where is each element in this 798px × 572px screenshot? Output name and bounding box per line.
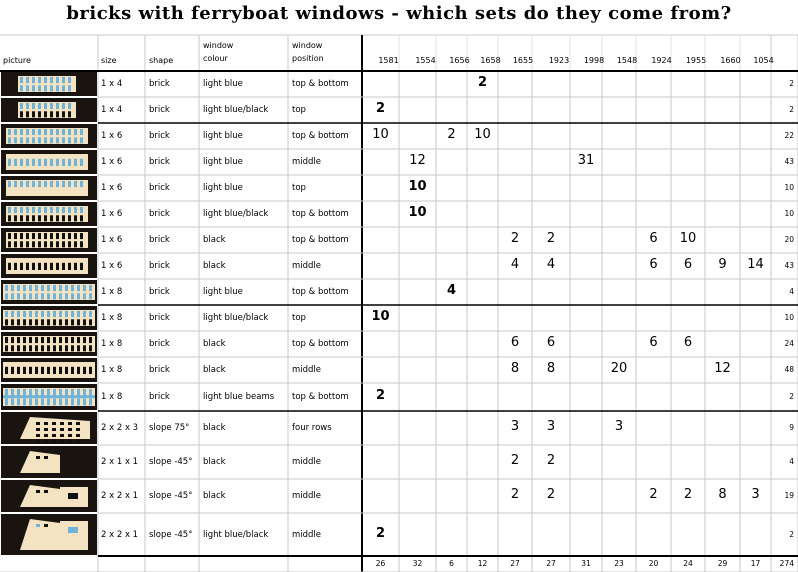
- row-size: 1 x 6: [101, 209, 123, 219]
- row-size: 1 x 6: [101, 235, 123, 245]
- count-1656: 2: [447, 127, 456, 142]
- column-total-1581: 26: [375, 559, 386, 568]
- count-1923: 2: [546, 487, 556, 502]
- row-total: 48: [784, 365, 794, 374]
- row-position: top & bottom: [292, 339, 349, 349]
- count-1924: 6: [649, 257, 658, 272]
- column-total-1658: 12: [477, 559, 488, 568]
- brick-picture: [1, 514, 97, 555]
- count-1658: 2: [477, 75, 488, 90]
- row-size: 1 x 6: [101, 261, 123, 271]
- row-shape: slope -45°: [149, 529, 193, 540]
- set-header-1581: 1581: [378, 56, 399, 65]
- row-size: 2 x 2 x 1: [101, 491, 139, 501]
- brick-picture: [1, 228, 97, 252]
- row-shape: brick: [149, 105, 170, 115]
- row-position: top & bottom: [292, 392, 349, 402]
- count-1924: 2: [649, 487, 658, 502]
- count-1955: 2: [683, 487, 693, 502]
- header-shape: shape: [149, 56, 174, 65]
- column-total-1955: 24: [683, 559, 693, 568]
- brick-picture: [1, 446, 97, 478]
- set-header-1923: 1923: [548, 56, 570, 65]
- count-1660: 8: [718, 487, 727, 502]
- brick-picture: [1, 480, 97, 512]
- brick-picture: [1, 176, 97, 200]
- count-1054: 14: [747, 257, 764, 272]
- header-window-colour-2: colour: [203, 54, 228, 63]
- count-1655: 2: [510, 487, 520, 502]
- brick-picture: [1, 332, 97, 356]
- row-colour: light blue/black: [203, 105, 269, 115]
- row-position: top & bottom: [292, 209, 349, 219]
- column-total-1548: 23: [614, 559, 624, 568]
- row-shape: brick: [149, 313, 170, 323]
- row-total: 19: [784, 491, 794, 500]
- brick-picture: [1, 150, 97, 174]
- row-total: 10: [784, 313, 794, 322]
- page-title: bricks with ferryboat windows - which sets do they come from?: [66, 3, 732, 24]
- row-size: 2 x 2 x 3: [101, 423, 139, 433]
- count-1054: 3: [751, 487, 760, 502]
- row-total: 2: [789, 392, 794, 401]
- row-shape: brick: [149, 157, 170, 167]
- set-header-1656: 1656: [449, 56, 470, 65]
- count-1581: 10: [372, 127, 389, 142]
- count-1655: 4: [510, 257, 520, 272]
- brick-picture: [1, 280, 97, 304]
- brick-picture: [1, 306, 97, 330]
- row-total: 4: [789, 287, 794, 296]
- column-total-1923: 27: [546, 559, 556, 568]
- row-position: middle: [292, 157, 322, 167]
- row-position: top: [292, 183, 306, 193]
- column-total-1054: 17: [750, 559, 761, 568]
- row-size: 2 x 2 x 1: [101, 529, 139, 540]
- count-1923: 4: [546, 257, 556, 272]
- row-shape: brick: [149, 365, 170, 375]
- count-1923: 6: [546, 335, 556, 350]
- count-1548: 20: [610, 361, 628, 376]
- row-position: top & bottom: [292, 287, 349, 297]
- header-window-colour-1: window: [203, 41, 234, 50]
- set-header-1655: 1655: [512, 56, 534, 65]
- count-1955: 10: [679, 231, 697, 246]
- row-size: 1 x 8: [101, 287, 123, 297]
- count-1581: 2: [375, 388, 386, 403]
- set-header-1998: 1998: [583, 56, 605, 65]
- row-colour: black: [203, 365, 226, 375]
- row-position: middle: [292, 261, 322, 271]
- row-size: 1 x 8: [101, 339, 123, 349]
- row-shape: brick: [149, 261, 170, 271]
- row-colour: black: [203, 491, 226, 501]
- column-total-1924: 20: [648, 559, 659, 568]
- brick-picture: [1, 124, 97, 148]
- count-1655: 6: [510, 335, 520, 350]
- row-total: 2: [789, 529, 794, 539]
- row-position: top & bottom: [292, 235, 349, 245]
- row-size: 1 x 8: [101, 365, 123, 375]
- row-position: four rows: [292, 423, 332, 433]
- row-total: 20: [784, 235, 794, 244]
- header-picture: picture: [3, 56, 31, 65]
- row-shape: brick: [149, 287, 170, 297]
- row-total: 43: [784, 157, 794, 166]
- row-size: 1 x 8: [101, 392, 123, 402]
- row-total: 24: [784, 339, 794, 348]
- row-colour: black: [203, 261, 226, 271]
- count-1924: 6: [649, 335, 658, 350]
- count-1955: 6: [683, 257, 693, 272]
- row-position: top & bottom: [292, 131, 349, 141]
- header-window-position-1: window: [292, 41, 323, 50]
- column-total-1554: 32: [412, 559, 423, 568]
- brick-picture: [1, 358, 97, 382]
- row-shape: brick: [149, 131, 170, 141]
- row-total: 9: [789, 423, 794, 432]
- column-total-1656: 6: [449, 559, 454, 568]
- set-header-1658: 1658: [480, 56, 501, 65]
- set-header-1924: 1924: [651, 56, 672, 65]
- row-shape: brick: [149, 392, 170, 402]
- row-shape: brick: [149, 183, 170, 193]
- row-total: 43: [784, 261, 794, 270]
- count-1655: 8: [510, 361, 520, 376]
- brick-picture: [1, 412, 97, 444]
- row-colour: light blue/black: [203, 529, 269, 540]
- row-colour: black: [203, 235, 226, 245]
- header-size: size: [101, 56, 117, 65]
- row-total: 22: [784, 131, 794, 140]
- count-1655: 2: [510, 453, 520, 468]
- row-position: middle: [292, 365, 322, 375]
- row-size: 1 x 4: [101, 79, 123, 89]
- row-position: top: [292, 313, 306, 323]
- count-1655: 3: [510, 419, 520, 434]
- count-1581: 2: [375, 525, 386, 541]
- count-1955: 6: [683, 335, 693, 350]
- set-header-1554: 1554: [415, 56, 436, 65]
- row-colour: light blue: [203, 157, 243, 167]
- row-position: middle: [292, 457, 322, 467]
- row-position: top: [292, 105, 306, 115]
- count-1923: 3: [546, 419, 556, 434]
- count-1554: 10: [408, 205, 427, 220]
- count-1923: 2: [546, 453, 556, 468]
- row-total: 10: [784, 209, 794, 218]
- row-colour: black: [203, 457, 226, 467]
- brick-picture: [1, 202, 97, 226]
- row-size: 1 x 6: [101, 131, 123, 141]
- row-colour: black: [203, 339, 226, 349]
- count-1658: 10: [474, 127, 491, 142]
- row-shape: brick: [149, 235, 170, 245]
- row-position: middle: [292, 491, 322, 501]
- row-size: 1 x 6: [101, 157, 123, 167]
- row-position: middle: [292, 529, 322, 540]
- row-shape: slope 75°: [149, 423, 190, 433]
- row-shape: brick: [149, 79, 170, 89]
- count-1660: 9: [718, 257, 727, 272]
- row-shape: brick: [149, 339, 170, 349]
- row-shape: brick: [149, 209, 170, 219]
- set-header-1955: 1955: [685, 56, 707, 65]
- count-1656: 4: [446, 283, 457, 298]
- count-1554: 12: [409, 153, 426, 168]
- row-size: 2 x 1 x 1: [101, 457, 139, 467]
- row-colour: light blue: [203, 79, 243, 89]
- row-total: 4: [789, 457, 794, 466]
- column-total-1998: 31: [581, 559, 591, 568]
- row-total: 2: [789, 79, 794, 88]
- header-window-position-2: position: [292, 54, 324, 63]
- row-total: 2: [789, 105, 794, 114]
- count-1581: 2: [375, 101, 386, 116]
- count-1998: 31: [577, 153, 595, 168]
- row-colour: light blue/black: [203, 209, 269, 219]
- column-total-1655: 27: [510, 559, 520, 568]
- count-1924: 6: [649, 231, 658, 246]
- row-colour: light blue: [203, 131, 243, 141]
- set-header-1054: 1054: [753, 56, 774, 65]
- count-1923: 8: [546, 361, 556, 376]
- count-1655: 2: [510, 231, 520, 246]
- grand-total: 274: [779, 559, 794, 568]
- row-colour: light blue: [203, 183, 243, 193]
- row-size: 1 x 8: [101, 313, 123, 323]
- brick-picture: [1, 254, 97, 278]
- brick-picture: [1, 98, 97, 122]
- count-1660: 12: [714, 361, 731, 376]
- row-colour: light blue beams: [203, 392, 275, 402]
- column-total-1660: 29: [717, 559, 728, 568]
- count-1581: 10: [371, 309, 390, 324]
- brick-picture: [1, 72, 97, 96]
- set-header-1548: 1548: [616, 56, 638, 65]
- row-shape: slope -45°: [149, 491, 193, 501]
- row-colour: light blue: [203, 287, 243, 297]
- row-size: 1 x 6: [101, 183, 123, 193]
- count-1554: 10: [408, 179, 427, 194]
- count-1548: 3: [614, 419, 624, 434]
- count-1923: 2: [546, 231, 556, 246]
- row-position: top & bottom: [292, 79, 349, 89]
- row-colour: black: [203, 423, 226, 433]
- row-total: 10: [784, 183, 794, 192]
- row-shape: slope -45°: [149, 457, 193, 467]
- row-size: 1 x 4: [101, 105, 123, 115]
- set-header-1660: 1660: [720, 56, 741, 65]
- brick-picture: [1, 384, 97, 410]
- row-colour: light blue/black: [203, 313, 269, 323]
